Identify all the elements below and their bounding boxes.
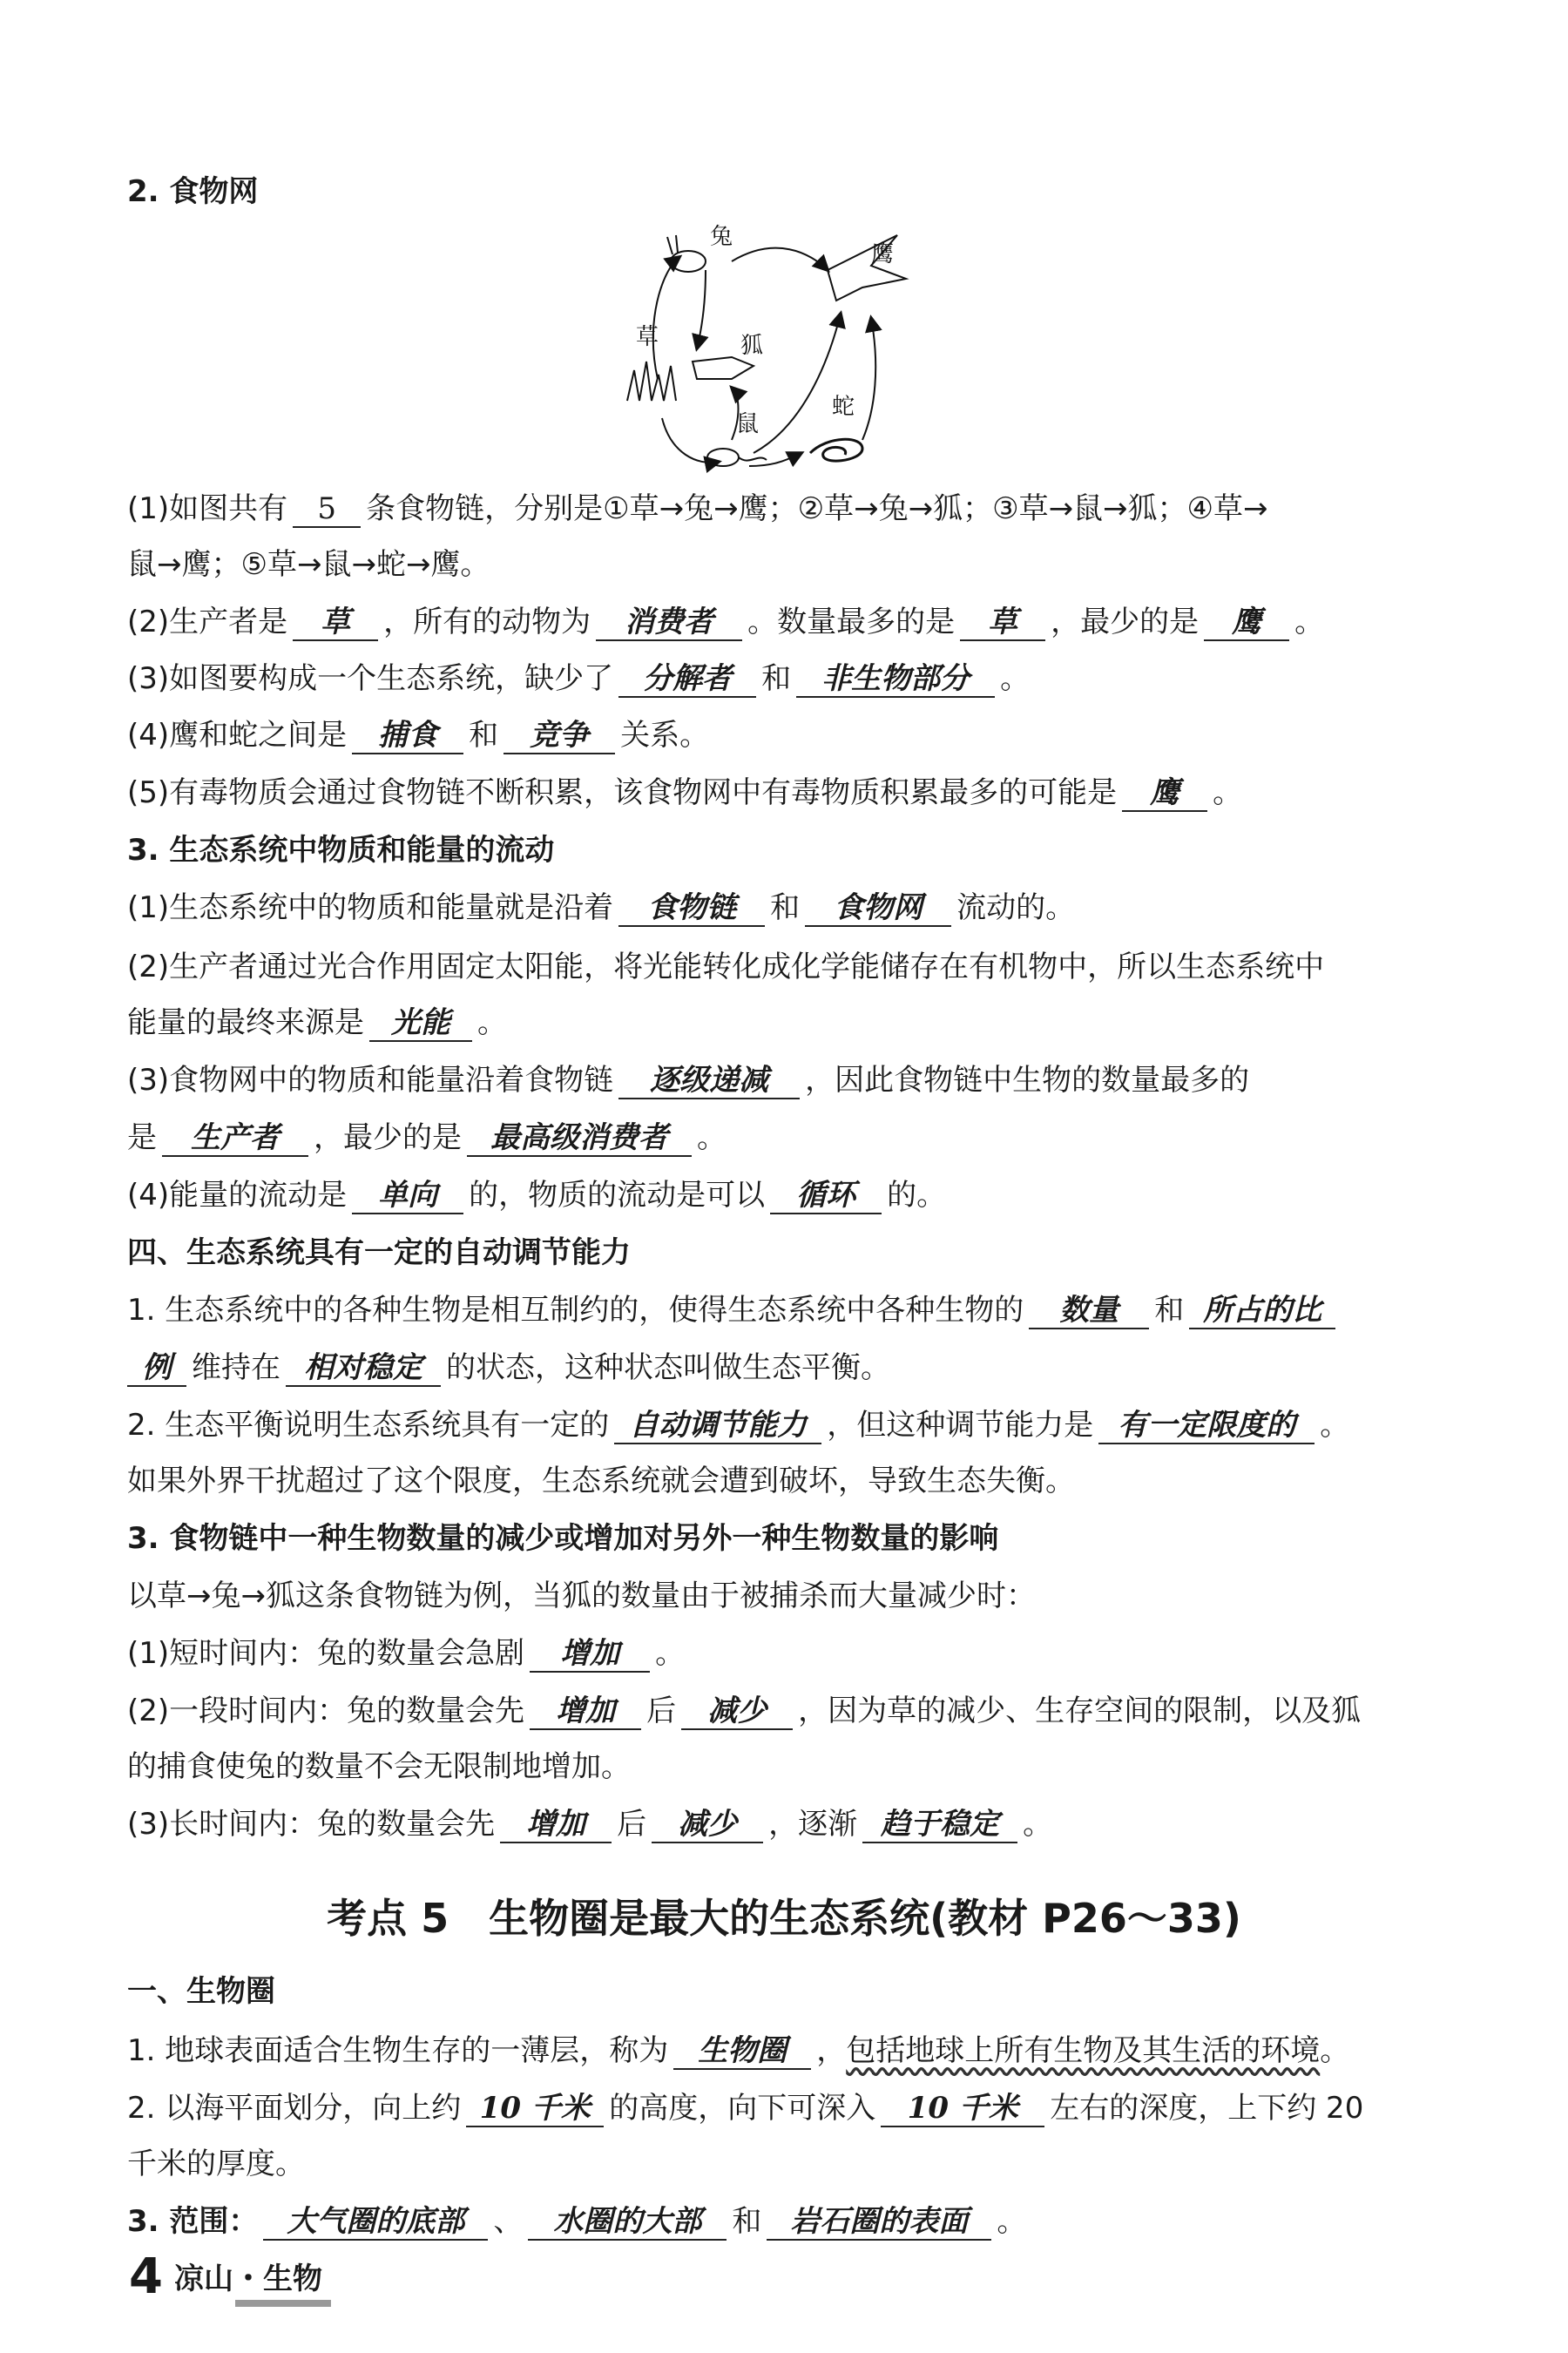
blank[interactable]: 逐级递减 (618, 1063, 800, 1099)
blank[interactable]: 岩石圈的表面 (767, 2204, 991, 2241)
topic5-p2-line2: 千米的厚度。 (127, 2147, 305, 2181)
snake-icon (810, 439, 862, 461)
flow-p2-line2: 能量的最终来源是 光能 。 (127, 1005, 507, 1040)
blank[interactable]: 水圈的大部 (528, 2204, 727, 2241)
blank[interactable]: 竞争 (504, 718, 615, 754)
arrow-mouse-snake (749, 453, 801, 466)
label-snake: 蛇 (832, 394, 855, 420)
blank[interactable]: 例 (127, 1350, 186, 1387)
blank[interactable]: 光能 (369, 1005, 472, 1042)
arrow-rabbit-eagle (732, 248, 828, 270)
arrow-rabbit-fox (697, 270, 706, 348)
blank[interactable]: 自动调节能力 (614, 1408, 821, 1444)
reg-p3-heading: 3. 食物链中一种生物数量的减少或增加对另外一种生物数量的影响 (127, 1521, 999, 1556)
q4-line: (4)鹰和蛇之间是 捕食 和 竞争 关系。 (127, 718, 710, 753)
reg-p1-line1: 1. 生态系统中的各种生物是相互制约的，使得生态系统中各种生物的 数量 和 所占的比 (127, 1289, 1460, 1331)
blank[interactable]: 捕食 (352, 718, 463, 754)
footer-title: 凉山・生物 (174, 2262, 322, 2296)
label-eagle: 鹰 (871, 241, 895, 267)
arrow-grass-rabbit (653, 257, 679, 379)
blank[interactable]: 最高级消费者 (467, 1120, 692, 1157)
blank[interactable]: 大气圈的底部 (263, 2204, 488, 2241)
blank[interactable]: 相对稳定 (286, 1350, 441, 1387)
blank[interactable]: 生产者 (162, 1120, 308, 1157)
eagle-icon (828, 235, 906, 301)
page-number: 4 (129, 2248, 163, 2305)
blank[interactable]: 增加 (500, 1807, 612, 1843)
reg-p2-line2: 如果外界干扰超过了这个限度，生态系统就会遭到破坏，导致生态失衡。 (127, 1464, 1075, 1498)
topic5-title: 考点 5 生物圈是最大的生态系统(教材 P26～33) (327, 1895, 1241, 1942)
flow-p1: (1)生态系统中的物质和能量就是沿着 食物链 和 食物网 流动的。 (127, 890, 1076, 925)
topic5-sub: 一、生物圈 (127, 1974, 275, 2009)
flow-p2-line1: (2)生产者通过光合作用固定太阳能，将光能转化成化学能储存在有机物中，所以生态系统中 (127, 950, 1325, 984)
blank[interactable]: 鹰 (1122, 775, 1207, 812)
blank[interactable]: 鹰 (1204, 605, 1289, 641)
blank[interactable]: 生物圈 (673, 2033, 811, 2070)
blank[interactable]: 食物网 (805, 890, 951, 927)
flow-p3-line1: (3)食物网中的物质和能量沿着食物链 逐级递减 ，因此食物链中生物的数量最多的 (127, 1063, 1250, 1098)
q2-line: (2)生产者是 草 ，所有的动物为 消费者 。数量最多的是 草 ，最少的是 鹰 。 (127, 605, 1325, 639)
blank[interactable]: 有一定限度的 (1098, 1408, 1315, 1444)
blank[interactable]: 增加 (530, 1694, 641, 1730)
arrow-mouse-eagle (754, 314, 841, 453)
blank[interactable]: 分解者 (618, 661, 756, 698)
flow-p4: (4)能量的流动是 单向 的，物质的流动是可以 循环 的。 (127, 1178, 947, 1213)
blank[interactable]: 减少 (652, 1807, 763, 1843)
label-fox: 狐 (740, 333, 764, 359)
blank[interactable]: 10 千米 (466, 2091, 604, 2127)
topic5-p1: 1. 地球表面适合生物生存的一薄层，称为 生物圈 ，包括地球上所有生物及其生活的环境。 (127, 2033, 1350, 2068)
food-web-diagram (610, 218, 958, 479)
blank[interactable]: 10 千米 (881, 2091, 1044, 2127)
q3-line: (3)如图要构成一个生态系统，缺少了 分解者 和 非生物部分 。 (127, 661, 1031, 696)
arrow-grass-mouse (662, 418, 719, 463)
blank[interactable]: 所占的比 (1189, 1293, 1335, 1329)
label-rabbit: 兔 (710, 224, 733, 250)
blank[interactable]: 减少 (681, 1694, 793, 1730)
q1-line1: (1)如图共有 5 条食物链，分别是①草→兔→鹰；②草→兔→狐；③草→鼠→狐；④草→ (127, 491, 1268, 526)
fox-icon (693, 357, 754, 379)
regulation-heading: 四、生态系统具有一定的自动调节能力 (127, 1235, 631, 1270)
topic5-p2-line1: 2. 以海平面划分，向上约 10 千米 的高度，向下可深入 10 千米 左右的深度，上下约 20 (127, 2091, 1364, 2126)
blank[interactable]: 增加 (530, 1636, 650, 1673)
blank[interactable]: 食物链 (618, 890, 765, 927)
reg-p3-s2-line1: (2)一段时间内：兔的数量会先 增加 后 减少 ，因为草的减少、生存空间的限制，以及狐 (127, 1694, 1362, 1728)
q1-line2: 鼠→鹰；⑤草→鼠→蛇→鹰。 (127, 547, 490, 582)
reg-p1-line2: 例 维持在 相对稳定 的状态，这种状态叫做生态平衡。 (127, 1347, 1460, 1389)
blank[interactable]: 数量 (1029, 1293, 1149, 1329)
reg-p3-intro: 以草→兔→狐这条食物链为例，当狐的数量由于被捕杀而大量减少时： (127, 1579, 1036, 1613)
grass-icon (627, 362, 676, 401)
blank[interactable]: 5 (293, 491, 361, 528)
flow-p3-line2: 是 生产者 ，最少的是 最高级消费者 。 (127, 1120, 727, 1155)
blank[interactable]: 草 (960, 605, 1045, 641)
reg-p3-s1: (1)短时间内：兔的数量会急剧 增加 。 (127, 1636, 686, 1671)
blank[interactable]: 消费者 (596, 605, 742, 641)
blank[interactable]: 循环 (770, 1178, 882, 1214)
flow-heading: 3. 生态系统中物质和能量的流动 (127, 833, 555, 868)
arrow-snake-eagle (862, 318, 875, 440)
blank[interactable]: 趋于稳定 (862, 1807, 1017, 1843)
blank[interactable]: 单向 (352, 1178, 463, 1214)
label-mouse: 鼠 (736, 411, 760, 437)
food-web-heading: 2. 食物网 (127, 174, 259, 209)
blank[interactable]: 草 (293, 605, 378, 641)
reg-p3-s3: (3)长时间内：兔的数量会先 增加 后 减少 ，逐渐 趋于稳定 。 (127, 1807, 1053, 1842)
blank[interactable]: 非生物部分 (796, 661, 995, 698)
topic5-p3: 3. 范围： 大气圈的底部 、 水圈的大部 和 岩石圈的表面 。 (127, 2204, 1027, 2239)
reg-p3-s2-line2: 的捕食使兔的数量不会无限制地增加。 (127, 1749, 631, 1784)
rabbit-icon (667, 235, 706, 272)
label-grass: 草 (636, 324, 659, 350)
q5-line: (5)有毒物质会通过食物链不断积累，该食物网中有毒物质积累最多的可能是 鹰 。 (127, 775, 1243, 810)
footer-rule (235, 2300, 331, 2307)
reg-p2-line1: 2. 生态平衡说明生态系统具有一定的 自动调节能力 ，但这种调节能力是 有一定限度的 。 (127, 1408, 1350, 1443)
